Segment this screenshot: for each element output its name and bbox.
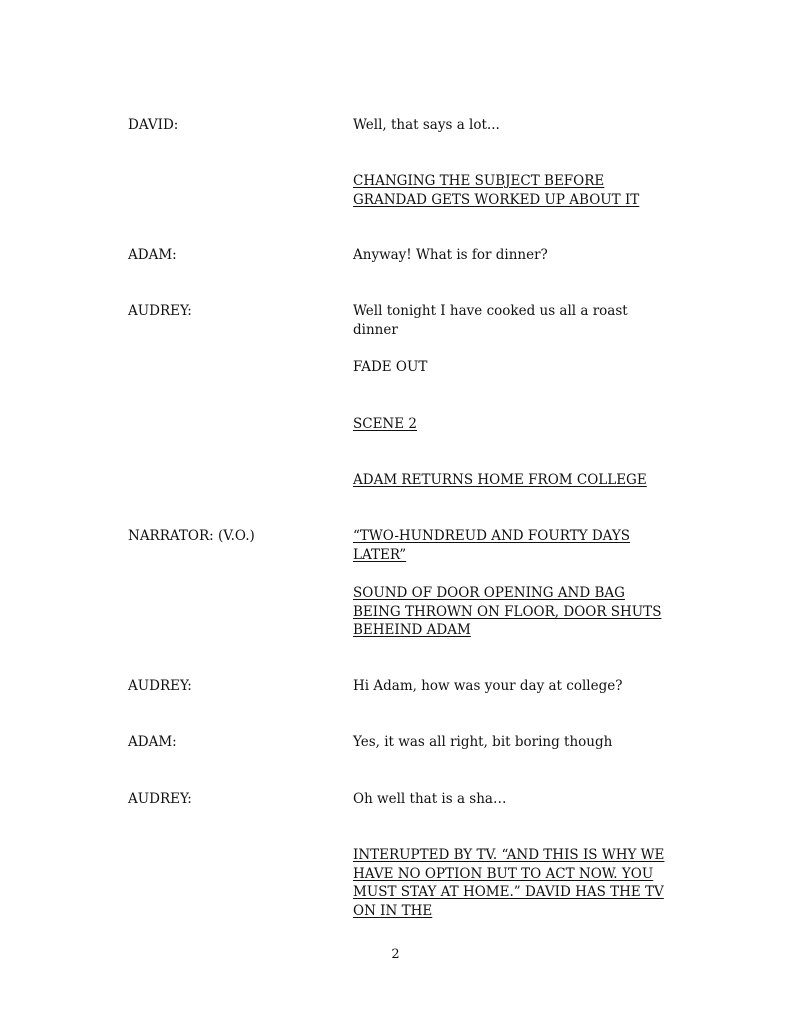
- page-number: 2: [391, 947, 400, 962]
- speaker-name: AUDREY:: [128, 678, 192, 694]
- speaker-name: DAVID:: [128, 117, 179, 133]
- stage-direction: INTERUPTED BY TV. “AND THIS IS WHY WE HAVE NO OPTION BUT TO ACT NOW. YOU MUST STAY AT HOME.” DAVID HAS THE TV ON IN THE: [353, 847, 665, 919]
- stage-direction: ADAM RETURNS HOME FROM COLLEGE: [353, 472, 647, 488]
- speaker-name: ADAM:: [128, 734, 177, 750]
- dialogue-line: Hi Adam, how was your day at college?: [353, 678, 623, 694]
- dialogue-line: Well, that says a lot...: [353, 117, 500, 133]
- narration-line: “TWO-HUNDREUD AND FOURTY DAYS LATER”: [353, 528, 631, 563]
- transition-text: FADE OUT: [353, 359, 428, 375]
- dialogue-line: Yes, it was all right, bit boring though: [353, 734, 613, 750]
- stage-direction: SOUND OF DOOR OPENING AND BAG BEING THROWN ON FLOOR, DOOR SHUTS BEHEIND ADAM: [353, 585, 662, 638]
- scene-heading: SCENE 2: [353, 416, 417, 432]
- dialogue-line: Anyway! What is for dinner?: [353, 247, 548, 263]
- stage-direction: CHANGING THE SUBJECT BEFORE GRANDAD GETS WORKED UP ABOUT IT: [353, 173, 640, 208]
- dialogue-line: Oh well that is a sha…: [353, 791, 507, 807]
- speaker-name: AUDREY:: [128, 303, 192, 319]
- speaker-name: ADAM:: [128, 247, 177, 263]
- speaker-name: NARRATOR: (V.O.): [128, 528, 255, 544]
- speaker-name: AUDREY:: [128, 791, 192, 807]
- dialogue-line: Well tonight I have cooked us all a roast dinner: [353, 303, 628, 338]
